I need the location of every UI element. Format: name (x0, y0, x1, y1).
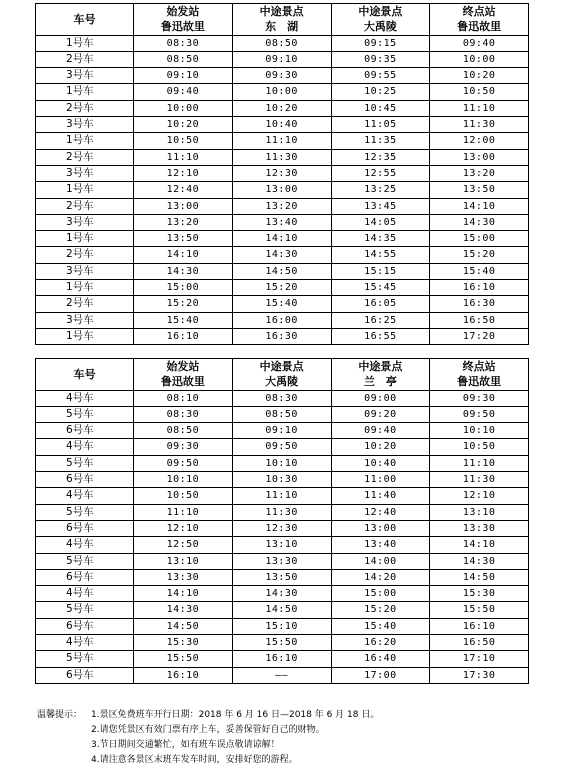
departure-time-cell: 14:10 (430, 198, 529, 214)
departure-time-cell: 15:20 (430, 247, 529, 263)
departure-time-cell: 11:30 (232, 504, 331, 520)
table-row (36, 472, 529, 488)
departure-time-cell: 13:40 (232, 214, 331, 230)
departure-time-cell: 16:40 (331, 651, 430, 667)
table-row (36, 51, 529, 67)
departure-time-cell: 15:45 (331, 280, 430, 296)
departure-time-cell: 11:10 (430, 100, 529, 116)
departure-time-cell: 12:50 (134, 537, 233, 553)
departure-time-cell: 16:25 (331, 312, 430, 328)
departure-time-cell: 10:50 (430, 439, 529, 455)
departure-time-cell: 08:30 (232, 390, 331, 406)
table-row (36, 423, 529, 439)
departure-time-cell: 09:10 (134, 68, 233, 84)
table-row (36, 312, 529, 328)
departure-time-cell: 09:20 (331, 406, 430, 422)
departure-time-cell: 08:30 (134, 35, 233, 51)
bus-number-cell: 5号车 (36, 406, 134, 422)
bus-number-cell: 6号车 (36, 569, 134, 585)
departure-time-cell: 08:50 (134, 423, 233, 439)
departure-time-cell: 14:30 (430, 214, 529, 230)
departure-time-cell: 10:45 (331, 100, 430, 116)
bus-number-cell: 4号车 (36, 635, 134, 651)
departure-time-cell: 17:10 (430, 651, 529, 667)
departure-time-cell: 14:20 (331, 569, 430, 585)
start-station-name: 鲁迅故里 (134, 19, 233, 35)
table-row (36, 149, 529, 165)
departure-time-cell: 16:10 (232, 651, 331, 667)
departure-time-cell: 15:50 (430, 602, 529, 618)
start-station-name: 鲁迅故里 (134, 374, 233, 390)
table-row (36, 35, 529, 51)
departure-time-cell: 11:30 (430, 117, 529, 133)
departure-time-cell: 15:40 (232, 296, 331, 312)
bus-number-cell: 5号车 (36, 602, 134, 618)
departure-time-cell: 10:10 (430, 423, 529, 439)
table-row (36, 182, 529, 198)
departure-time-cell: 10:50 (134, 133, 233, 149)
departure-time-cell: 12:35 (331, 149, 430, 165)
departure-time-cell: 15:40 (331, 618, 430, 634)
departure-time-cell: 10:40 (232, 117, 331, 133)
midway-stop-1-header: 中途景点 (232, 359, 331, 375)
table-row (36, 100, 529, 116)
departure-time-cell: 17:20 (430, 328, 529, 344)
midway-stop-1-name: 大禹陵 (232, 374, 331, 390)
table-row (36, 553, 529, 569)
departure-time-cell: 14:50 (232, 602, 331, 618)
departure-time-cell: 14:30 (134, 263, 233, 279)
table-row (36, 602, 529, 618)
departure-time-cell: 12:30 (232, 520, 331, 536)
table-row (36, 165, 529, 181)
table-row (36, 488, 529, 504)
bus-number-cell: 2号车 (36, 100, 134, 116)
departure-time-cell: 14:35 (331, 231, 430, 247)
bus-number-cell: 2号车 (36, 198, 134, 214)
table-row (36, 390, 529, 406)
tip-row (37, 753, 379, 768)
departure-time-cell: 14:50 (232, 263, 331, 279)
departure-time-cell: 09:00 (331, 390, 430, 406)
table-row (36, 117, 529, 133)
table-row (36, 133, 529, 149)
departure-time-cell: 13:10 (430, 504, 529, 520)
departure-time-cell: 16:50 (430, 312, 529, 328)
table-row (36, 439, 529, 455)
departure-time-cell: 13:30 (232, 553, 331, 569)
departure-time-cell: 13:10 (232, 537, 331, 553)
departure-time-cell: 14:00 (331, 553, 430, 569)
terminal-station-name: 鲁迅故里 (430, 374, 529, 390)
departure-time-cell: 11:35 (331, 133, 430, 149)
midway-stop-1-name: 东 湖 (232, 19, 331, 35)
departure-time-cell: 14:10 (134, 247, 233, 263)
bus-number-cell: 5号车 (36, 651, 134, 667)
departure-time-cell: 15:30 (134, 635, 233, 651)
departure-time-cell: 09:30 (134, 439, 233, 455)
table-row (36, 84, 529, 100)
midway-stop-2-name: 兰 亭 (331, 374, 430, 390)
departure-time-cell: 14:30 (232, 586, 331, 602)
departure-time-cell: 15:50 (134, 651, 233, 667)
departure-time-cell: 12:00 (430, 133, 529, 149)
bus-number-cell: 3号车 (36, 214, 134, 230)
departure-time-cell: 13:30 (430, 520, 529, 536)
departure-time-cell: 10:10 (232, 455, 331, 471)
departure-time-cell: 09:40 (430, 35, 529, 51)
departure-time-cell: 15:40 (430, 263, 529, 279)
departure-time-cell: 16:30 (430, 296, 529, 312)
departure-time-cell: 14:50 (134, 618, 233, 634)
departure-time-cell: 13:50 (134, 231, 233, 247)
departure-time-cell: 12:40 (134, 182, 233, 198)
departure-time-cell: 09:10 (232, 423, 331, 439)
bus-number-cell: 2号车 (36, 247, 134, 263)
departure-time-cell: 13:00 (232, 182, 331, 198)
departure-time-cell: 16:20 (331, 635, 430, 651)
departure-time-cell: 14:10 (232, 231, 331, 247)
departure-time-cell: 16:10 (430, 280, 529, 296)
departure-time-cell: 13:00 (331, 520, 430, 536)
table-row (36, 328, 529, 344)
midway-stop-2-name: 大禹陵 (331, 19, 430, 35)
bus-number-cell: 5号车 (36, 553, 134, 569)
departure-time-cell: 12:30 (232, 165, 331, 181)
departure-time-cell: 13:30 (134, 569, 233, 585)
tip-row (37, 738, 379, 753)
table-row (36, 263, 529, 279)
departure-time-cell: 14:05 (331, 214, 430, 230)
bus-number-cell: 1号车 (36, 328, 134, 344)
table-row (36, 247, 529, 263)
departure-time-cell: 08:50 (232, 406, 331, 422)
departure-time-cell: 15:40 (134, 312, 233, 328)
tip-row (37, 723, 379, 738)
tip-row (37, 708, 379, 723)
departure-time-cell: 13:40 (331, 537, 430, 553)
terminal-station-name: 鲁迅故里 (430, 19, 529, 35)
table-row (36, 504, 529, 520)
departure-time-cell: 11:40 (331, 488, 430, 504)
departure-time-cell: 10:00 (232, 84, 331, 100)
table-row (36, 68, 529, 84)
departure-time-cell: 11:10 (134, 149, 233, 165)
table-row (36, 586, 529, 602)
departure-time-cell: 14:10 (430, 537, 529, 553)
departure-time-cell: 10:50 (134, 488, 233, 504)
departure-time-cell: 11:10 (430, 455, 529, 471)
departure-time-cell: 10:25 (331, 84, 430, 100)
bus-number-cell: 2号车 (36, 296, 134, 312)
departure-time-cell: 11:10 (232, 488, 331, 504)
departure-time-cell: 15:20 (232, 280, 331, 296)
departure-time-cell: 13:50 (232, 569, 331, 585)
bus-number-cell: 6号车 (36, 520, 134, 536)
bus-number-cell: 6号车 (36, 667, 134, 683)
departure-time-cell: 14:55 (331, 247, 430, 263)
departure-time-cell: 13:25 (331, 182, 430, 198)
departure-time-cell: 09:15 (331, 35, 430, 51)
table-row (36, 231, 529, 247)
departure-time-cell: 08:10 (134, 390, 233, 406)
departure-time-cell: 08:30 (134, 406, 233, 422)
bus-number-header: 车号 (36, 4, 134, 36)
bus-number-cell: 1号车 (36, 133, 134, 149)
departure-time-cell: 15:30 (430, 586, 529, 602)
departure-time-cell: 09:40 (134, 84, 233, 100)
departure-time-cell: 16:30 (232, 328, 331, 344)
bus-number-cell: 4号车 (36, 537, 134, 553)
bus-number-cell: 4号车 (36, 390, 134, 406)
departure-time-cell: 13:20 (232, 198, 331, 214)
start-station-header: 始发站 (134, 4, 233, 20)
departure-time-cell: 11:10 (232, 133, 331, 149)
departure-time-cell: 10:00 (134, 100, 233, 116)
departure-time-cell: 15:15 (331, 263, 430, 279)
bus-number-cell: 1号车 (36, 35, 134, 51)
departure-time-cell: —— (232, 667, 331, 683)
departure-time-cell: 15:00 (331, 586, 430, 602)
departure-time-cell: 11:10 (134, 504, 233, 520)
table-row (36, 537, 529, 553)
departure-time-cell: 13:50 (430, 182, 529, 198)
departure-time-cell: 09:10 (232, 51, 331, 67)
tip-text: 1.景区免费班车开行日期：2018 年 6 月 16 日—2018 年 6 月 18 日。 (91, 710, 380, 720)
departure-time-cell: 15:00 (430, 231, 529, 247)
tips-label: 温馨提示： (37, 710, 83, 720)
timetable-route-2 (35, 358, 529, 684)
departure-time-cell: 15:20 (134, 296, 233, 312)
departure-time-cell: 09:50 (134, 455, 233, 471)
table-row (36, 635, 529, 651)
departure-time-cell: 16:10 (430, 618, 529, 634)
departure-time-cell: 09:30 (430, 390, 529, 406)
table-row (36, 198, 529, 214)
table-row (36, 214, 529, 230)
bus-number-cell: 6号车 (36, 472, 134, 488)
departure-time-cell: 15:50 (232, 635, 331, 651)
departure-time-cell: 14:30 (232, 247, 331, 263)
bus-number-cell: 1号车 (36, 84, 134, 100)
departure-time-cell: 08:50 (232, 35, 331, 51)
bus-number-cell: 2号车 (36, 51, 134, 67)
departure-time-cell: 08:50 (134, 51, 233, 67)
timetable-route-1 (35, 3, 529, 345)
departure-time-cell: 16:00 (232, 312, 331, 328)
departure-time-cell: 09:50 (430, 406, 529, 422)
start-station-header: 始发站 (134, 359, 233, 375)
departure-time-cell: 14:30 (430, 553, 529, 569)
departure-time-cell: 09:50 (232, 439, 331, 455)
departure-time-cell: 12:10 (134, 165, 233, 181)
departure-time-cell: 11:00 (331, 472, 430, 488)
departure-time-cell: 14:10 (134, 586, 233, 602)
table-row (36, 569, 529, 585)
bus-number-cell: 3号车 (36, 312, 134, 328)
table-row (36, 406, 529, 422)
departure-time-cell: 15:10 (232, 618, 331, 634)
departure-time-cell: 10:20 (134, 117, 233, 133)
bus-number-cell: 2号车 (36, 149, 134, 165)
tip-text: 2.请您凭景区有效门票有序上车，妥善保管好自己的财物。 (91, 725, 325, 735)
departure-time-cell: 12:40 (331, 504, 430, 520)
table-row (36, 280, 529, 296)
departure-time-cell: 12:10 (134, 520, 233, 536)
table-row (36, 455, 529, 471)
table-row (36, 296, 529, 312)
midway-stop-2-header: 中途景点 (331, 4, 430, 20)
departure-time-cell: 15:00 (134, 280, 233, 296)
departure-time-cell: 16:50 (430, 635, 529, 651)
departure-time-cell: 16:10 (134, 328, 233, 344)
departure-time-cell: 11:30 (232, 149, 331, 165)
bus-number-header: 车号 (36, 359, 134, 391)
tips-section (37, 708, 379, 768)
departure-time-cell: 13:45 (331, 198, 430, 214)
bus-number-cell: 1号车 (36, 182, 134, 198)
table-row (36, 520, 529, 536)
bus-number-cell: 1号车 (36, 231, 134, 247)
terminal-station-header: 终点站 (430, 4, 529, 20)
bus-number-cell: 6号车 (36, 618, 134, 634)
departure-time-cell: 13:00 (134, 198, 233, 214)
departure-time-cell: 10:50 (430, 84, 529, 100)
departure-time-cell: 16:55 (331, 328, 430, 344)
departure-time-cell: 11:05 (331, 117, 430, 133)
bus-number-cell: 3号车 (36, 263, 134, 279)
departure-time-cell: 12:55 (331, 165, 430, 181)
departure-time-cell: 10:30 (232, 472, 331, 488)
midway-stop-1-header: 中途景点 (232, 4, 331, 20)
departure-time-cell: 10:20 (331, 439, 430, 455)
table-row (36, 651, 529, 667)
departure-time-cell: 10:20 (232, 100, 331, 116)
departure-time-cell: 09:55 (331, 68, 430, 84)
departure-time-cell: 11:30 (430, 472, 529, 488)
tip-text: 3.节日期间交通繁忙，如有班车误点敬请谅解！ (91, 740, 280, 750)
departure-time-cell: 13:00 (430, 149, 529, 165)
table-row (36, 618, 529, 634)
bus-number-cell: 3号车 (36, 165, 134, 181)
departure-time-cell: 13:20 (430, 165, 529, 181)
departure-time-cell: 10:10 (134, 472, 233, 488)
bus-number-cell: 5号车 (36, 455, 134, 471)
departure-time-cell: 12:10 (430, 488, 529, 504)
departure-time-cell: 09:40 (331, 423, 430, 439)
bus-number-cell: 6号车 (36, 423, 134, 439)
midway-stop-2-header: 中途景点 (331, 359, 430, 375)
departure-time-cell: 10:20 (430, 68, 529, 84)
departure-time-cell: 13:20 (134, 214, 233, 230)
departure-time-cell: 10:00 (430, 51, 529, 67)
departure-time-cell: 09:30 (232, 68, 331, 84)
departure-time-cell: 14:50 (430, 569, 529, 585)
departure-time-cell: 17:00 (331, 667, 430, 683)
table-row (36, 667, 529, 683)
departure-time-cell: 09:35 (331, 51, 430, 67)
departure-time-cell: 17:30 (430, 667, 529, 683)
bus-number-cell: 4号车 (36, 586, 134, 602)
terminal-station-header: 终点站 (430, 359, 529, 375)
departure-time-cell: 16:05 (331, 296, 430, 312)
departure-time-cell: 10:40 (331, 455, 430, 471)
departure-time-cell: 13:10 (134, 553, 233, 569)
bus-number-cell: 5号车 (36, 504, 134, 520)
departure-time-cell: 14:30 (134, 602, 233, 618)
bus-number-cell: 3号车 (36, 117, 134, 133)
bus-number-cell: 4号车 (36, 488, 134, 504)
tip-text: 4.请注意各景区末班车发车时间，安排好您的游程。 (91, 755, 298, 765)
bus-number-cell: 3号车 (36, 68, 134, 84)
departure-time-cell: 15:20 (331, 602, 430, 618)
bus-number-cell: 4号车 (36, 439, 134, 455)
bus-number-cell: 1号车 (36, 280, 134, 296)
departure-time-cell: 16:10 (134, 667, 233, 683)
